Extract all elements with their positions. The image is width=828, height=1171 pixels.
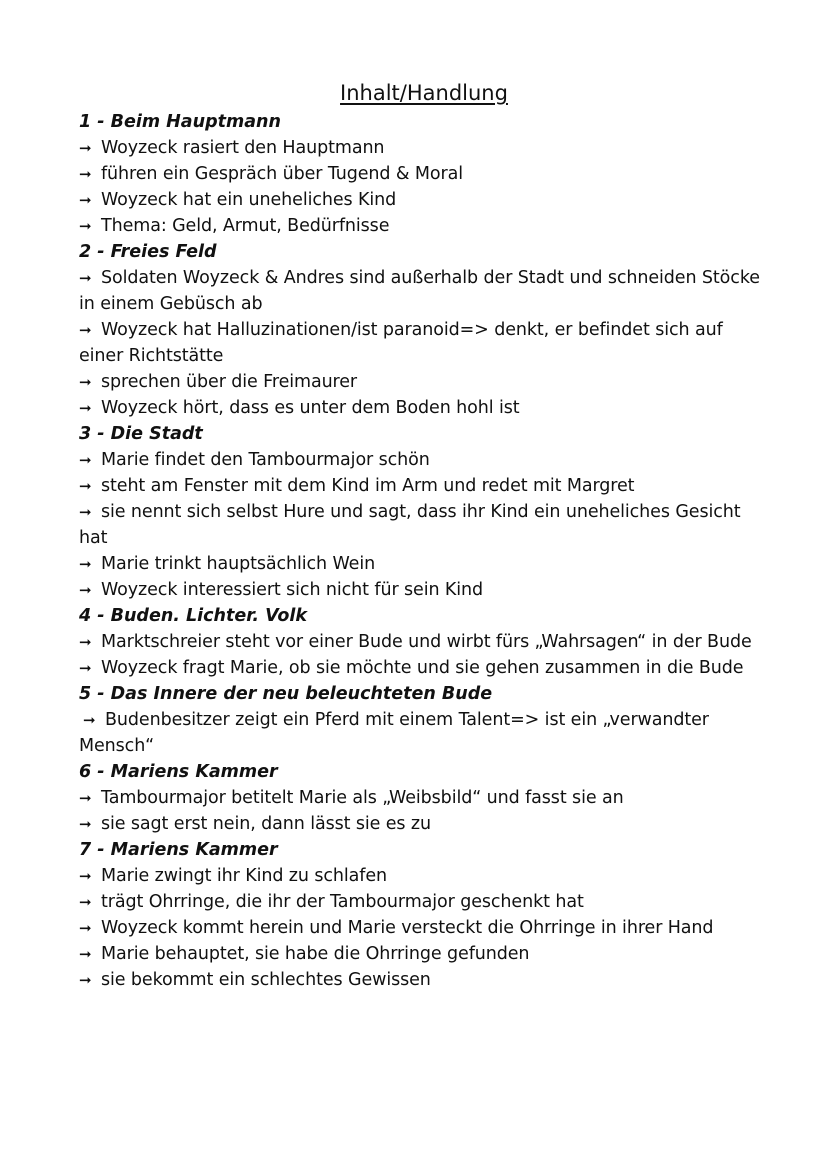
list-item xyxy=(79,811,769,837)
section-2 xyxy=(79,239,769,421)
arrow-icon: ➞ xyxy=(79,217,92,235)
list-item xyxy=(79,967,769,993)
arrow-icon: ➞ xyxy=(79,191,92,209)
arrow-icon: ➞ xyxy=(83,711,96,729)
list-item xyxy=(79,187,769,213)
list-item xyxy=(79,707,769,759)
arrow-icon: ➞ xyxy=(79,555,92,573)
list-item-text: Marktschreier steht vor einer Bude und wirbt fürs „Wahrsagen“ in der Bude xyxy=(101,632,752,652)
arrow-icon: ➞ xyxy=(79,815,92,833)
list-item-text: Budenbesitzer zeigt ein Pferd mit einem Talent=> ist ein „verwandter Mensch“ xyxy=(79,710,709,756)
section-1 xyxy=(79,109,769,239)
arrow-icon: ➞ xyxy=(79,269,92,287)
section-heading: 1 - Beim Hauptmann xyxy=(79,112,281,132)
list-item xyxy=(79,915,769,941)
list-item xyxy=(79,473,769,499)
arrow-icon: ➞ xyxy=(79,945,92,963)
list-item-text: Woyzeck fragt Marie, ob sie möchte und sie gehen zusammen in die Bude xyxy=(101,658,744,678)
list-item xyxy=(79,577,769,603)
list-item xyxy=(79,863,769,889)
list-item xyxy=(79,161,769,187)
document-page xyxy=(79,78,769,993)
list-item-text: führen ein Gespräch über Tugend & Moral xyxy=(101,164,463,184)
list-item xyxy=(79,317,769,369)
list-item-text: Marie behauptet, sie habe die Ohrringe gefunden xyxy=(101,944,530,964)
list-item xyxy=(79,447,769,473)
section-3 xyxy=(79,421,769,603)
list-item xyxy=(79,499,769,551)
list-item-text: Thema: Geld, Armut, Bedürfnisse xyxy=(101,216,390,236)
arrow-icon: ➞ xyxy=(79,659,92,677)
arrow-icon: ➞ xyxy=(79,633,92,651)
section-5 xyxy=(79,681,769,759)
arrow-icon: ➞ xyxy=(79,971,92,989)
section-heading: 4 - Buden. Lichter. Volk xyxy=(79,606,308,626)
arrow-icon: ➞ xyxy=(79,867,92,885)
list-item-text: Tambourmajor betitelt Marie als „Weibsbild“ und fasst sie an xyxy=(101,788,624,808)
list-item-text: Woyzeck kommt herein und Marie versteckt die Ohrringe in ihrer Hand xyxy=(101,918,714,938)
section-6 xyxy=(79,759,769,837)
list-item xyxy=(79,395,769,421)
section-heading: 6 - Mariens Kammer xyxy=(79,762,278,782)
arrow-icon: ➞ xyxy=(79,165,92,183)
list-item xyxy=(79,629,769,655)
list-item xyxy=(79,369,769,395)
arrow-icon: ➞ xyxy=(79,451,92,469)
list-item-text: Woyzeck hört, dass es unter dem Boden hohl ist xyxy=(101,398,520,418)
arrow-icon: ➞ xyxy=(79,893,92,911)
list-item xyxy=(79,785,769,811)
list-item-text: sie nennt sich selbst Hure und sagt, dass ihr Kind ein uneheliches Gesicht hat xyxy=(79,502,741,548)
list-item xyxy=(79,889,769,915)
arrow-icon: ➞ xyxy=(79,477,92,495)
arrow-icon: ➞ xyxy=(79,503,92,521)
list-item-text: Soldaten Woyzeck & Andres sind außerhalb der Stadt und schneiden Stöcke in einem Gebüsch ab xyxy=(79,268,760,314)
list-item xyxy=(79,655,769,681)
list-item-text: sie bekommt ein schlechtes Gewissen xyxy=(101,970,431,990)
list-item xyxy=(79,135,769,161)
list-item xyxy=(79,213,769,239)
list-item-text: Marie findet den Tambourmajor schön xyxy=(101,450,430,470)
list-item-text: sprechen über die Freimaurer xyxy=(101,372,358,392)
list-item-text: Woyzeck hat Halluzinationen/ist paranoid=> denkt, er befindet sich auf einer Richtstätte xyxy=(79,320,723,366)
arrow-icon: ➞ xyxy=(79,139,92,157)
list-item-text: Woyzeck hat ein uneheliches Kind xyxy=(101,190,397,210)
section-heading: 7 - Mariens Kammer xyxy=(79,840,278,860)
section-heading: 3 - Die Stadt xyxy=(79,424,203,444)
section-7 xyxy=(79,837,769,993)
list-item-text: Woyzeck rasiert den Hauptmann xyxy=(101,138,385,158)
list-item-text: steht am Fenster mit dem Kind im Arm und redet mit Margret xyxy=(101,476,635,496)
list-item xyxy=(79,941,769,967)
arrow-icon: ➞ xyxy=(79,581,92,599)
list-item-text: Marie zwingt ihr Kind zu schlafen xyxy=(101,866,387,886)
arrow-icon: ➞ xyxy=(79,789,92,807)
list-item-text: sie sagt erst nein, dann lässt sie es zu xyxy=(101,814,431,834)
arrow-icon: ➞ xyxy=(79,373,92,391)
section-heading: 5 - Das Innere der neu beleuchteten Bude xyxy=(79,684,493,704)
arrow-icon: ➞ xyxy=(79,399,92,417)
list-item xyxy=(79,551,769,577)
list-item-text: Marie trinkt hauptsächlich Wein xyxy=(101,554,376,574)
section-4 xyxy=(79,603,769,681)
list-item-text: Woyzeck interessiert sich nicht für sein Kind xyxy=(101,580,484,600)
list-item xyxy=(79,265,769,317)
page-title: Inhalt/Handlung xyxy=(340,81,508,105)
section-heading: 2 - Freies Feld xyxy=(79,242,217,262)
arrow-icon: ➞ xyxy=(79,919,92,937)
list-item-text: trägt Ohrringe, die ihr der Tambourmajor geschenkt hat xyxy=(101,892,584,912)
arrow-icon: ➞ xyxy=(79,321,92,339)
